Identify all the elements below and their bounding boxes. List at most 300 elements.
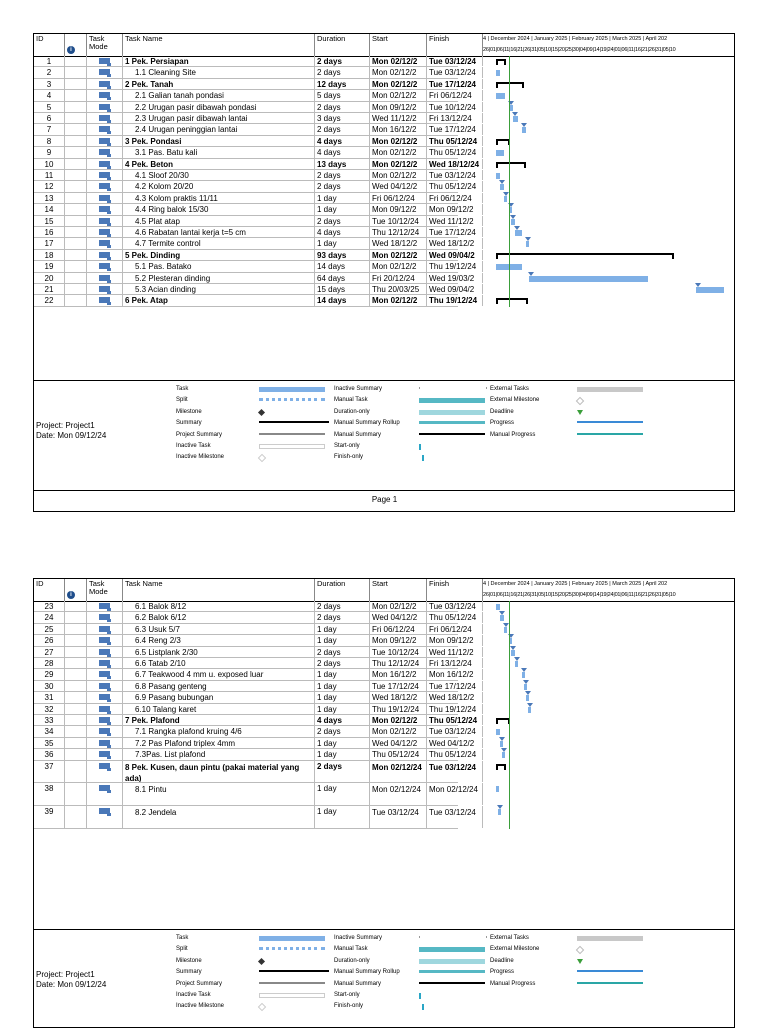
task-start: Mon 02/12/2: [370, 295, 427, 305]
task-duration: 64 days: [315, 273, 370, 283]
table-row[interactable]: [34, 113, 472, 124]
table-row[interactable]: [34, 704, 477, 715]
task-start: Mon 02/12/2: [370, 67, 427, 77]
info-cell: [65, 216, 87, 226]
info-cell: [65, 238, 87, 248]
task-name: 5.1 Pas. Batako: [123, 261, 315, 271]
task-mode-cell: [87, 193, 123, 203]
legend-swatch: [576, 397, 584, 405]
task-id: 1: [34, 56, 65, 66]
gantt-page-2: [33, 578, 735, 1028]
task-finish: Wed 19/03/2: [427, 273, 483, 283]
auto-scheduled-icon: [99, 149, 110, 155]
info-column-header: [65, 34, 87, 56]
info-cell: [65, 284, 87, 294]
legend-swatch: [259, 982, 325, 984]
info-cell: [65, 193, 87, 203]
timescale-months: 4 | December 2024 | January 2025 | February 2025 | March 2025 | April 202: [483, 36, 668, 42]
table-row[interactable]: [34, 761, 476, 784]
table-row[interactable]: [34, 273, 475, 284]
info-cell: [65, 647, 87, 657]
auto-scheduled-icon: [99, 785, 110, 791]
task-duration: 14 days: [315, 261, 370, 271]
info-cell: [65, 704, 87, 714]
task-duration: 4 days: [315, 227, 370, 237]
task-duration: 2 days: [315, 601, 370, 611]
col-id-header: ID: [34, 579, 65, 601]
task-bar[interactable]: [529, 276, 648, 282]
legend-swatch: [419, 970, 485, 973]
info-cell: [65, 726, 87, 736]
task-finish: Thu 05/12/24: [427, 715, 483, 725]
gantt-chart-page-2: [483, 579, 735, 929]
status-date-line: [509, 56, 510, 307]
gantt-page-1: [33, 33, 735, 512]
info-cell: [65, 635, 87, 645]
legend-label: Manual Summary: [334, 431, 382, 438]
info-cell: [65, 658, 87, 668]
task-start: Thu 05/12/24: [370, 749, 427, 759]
task-id: 12: [34, 181, 65, 191]
task-duration: 12 days: [315, 79, 370, 89]
auto-scheduled-icon: [99, 92, 110, 98]
task-id: 14: [34, 204, 65, 214]
task-start: Wed 04/12/2: [370, 738, 427, 748]
table-row[interactable]: [34, 738, 475, 749]
dependency-arrow: [501, 748, 507, 752]
task-start: Tue 10/12/24: [370, 647, 427, 657]
task-name: 3.1 Pas. Batu kali: [123, 147, 315, 157]
task-id: 32: [34, 704, 65, 714]
col-start-header: Start: [370, 34, 427, 56]
legend-swatch: [259, 433, 325, 435]
table-row[interactable]: [34, 170, 476, 181]
table-row[interactable]: [34, 216, 474, 227]
auto-scheduled-icon: [99, 751, 110, 757]
task-finish: Wed 11/12/2: [427, 216, 483, 226]
task-duration: 1 day: [315, 738, 370, 748]
page-number: Page 1: [371, 495, 398, 504]
task-id: 31: [34, 692, 65, 702]
task-finish: Tue 17/12/24: [427, 681, 483, 691]
info-cell: [65, 783, 87, 805]
task-id: 11: [34, 170, 65, 180]
task-bar[interactable]: [496, 173, 500, 179]
legend-label: Progress: [490, 420, 515, 427]
legend-label: Manual Summary Rollup: [334, 420, 400, 427]
task-id: 16: [34, 227, 65, 237]
dependency-arrow: [514, 226, 520, 230]
task-name: 4.3 Kolom praktis 11/11: [123, 193, 315, 203]
dependency-arrow: [503, 192, 509, 196]
legend-label: Finish-only: [334, 1003, 364, 1010]
task-finish: Tue 17/12/24: [427, 124, 483, 134]
task-id: 28: [34, 658, 65, 668]
task-name: 4.5 Plat atap: [123, 216, 315, 226]
task-finish: Thu 05/12/24: [427, 749, 483, 759]
auto-scheduled-icon: [99, 660, 110, 666]
dependency-arrow: [523, 680, 529, 684]
info-cell: [65, 90, 87, 100]
auto-scheduled-icon: [99, 126, 110, 132]
table-row[interactable]: [34, 261, 477, 272]
table-row[interactable]: [34, 67, 476, 78]
legend-panel: [34, 380, 735, 491]
summary-bar[interactable]: [496, 59, 506, 61]
col-name-header: Task Name: [123, 579, 315, 601]
table-row[interactable]: [34, 658, 472, 669]
task-bar[interactable]: [522, 672, 525, 678]
auto-scheduled-icon: [99, 252, 110, 258]
legend-swatch: [258, 454, 266, 462]
task-bar[interactable]: [496, 786, 499, 792]
task-duration: 4 days: [315, 715, 370, 725]
info-cell: [65, 56, 87, 66]
legend-label: Project Summary: [176, 431, 223, 438]
task-start: Mon 02/12/2: [370, 136, 427, 146]
legend-label: Inactive Summary: [334, 386, 383, 392]
table-row[interactable]: [34, 159, 480, 170]
info-cell: [65, 806, 87, 828]
dependency-arrow: [525, 237, 531, 241]
task-name: 6.7 Teakwood 4 mm u. exposed luar: [123, 669, 315, 679]
legend-label: Progress: [490, 969, 515, 976]
table-row[interactable]: [34, 783, 478, 806]
task-start: Wed 04/12/2: [370, 612, 427, 622]
legend-swatch: [259, 970, 329, 972]
info-cell: [65, 79, 87, 89]
task-mode-cell: [87, 170, 123, 180]
task-finish: Tue 03/12/24: [427, 726, 483, 736]
task-finish: Fri 06/12/24: [427, 90, 483, 100]
task-name: 8 Pek. Kusen, daun pintu (pakai material yang ada): [123, 761, 315, 783]
info-icon: i: [67, 46, 75, 54]
task-start: Mon 02/12/2: [370, 250, 427, 260]
task-finish: Thu 05/12/24: [427, 181, 483, 191]
task-duration: 1 day: [315, 681, 370, 691]
task-id: 27: [34, 647, 65, 657]
task-start: Tue 17/12/24: [370, 681, 427, 691]
legend-label: External Milestone: [490, 946, 540, 953]
task-finish: Tue 03/12/24: [427, 806, 483, 828]
summary-bar[interactable]: [496, 162, 526, 164]
task-id: 37: [34, 761, 65, 783]
task-finish: Tue 03/12/24: [427, 761, 483, 783]
legend-swatch: [577, 982, 643, 984]
task-finish: Fri 13/12/24: [427, 113, 483, 123]
task-finish: Thu 05/12/24: [427, 612, 483, 622]
project-name: Project: Project1: [36, 421, 95, 430]
task-duration: 93 days: [315, 250, 370, 260]
task-mode-cell: [87, 635, 123, 645]
table-row[interactable]: [34, 79, 476, 90]
task-id: 15: [34, 216, 65, 226]
info-cell: [65, 669, 87, 679]
dependency-arrow: [503, 623, 509, 627]
legend-label: Inactive Task: [176, 443, 211, 449]
table-row[interactable]: [34, 193, 472, 204]
task-start: Wed 04/12/2: [370, 181, 427, 191]
task-start: Mon 02/12/2: [370, 170, 427, 180]
table-row[interactable]: [34, 601, 476, 612]
auto-scheduled-icon: [99, 69, 110, 75]
table-row[interactable]: [34, 647, 474, 658]
auto-scheduled-icon: [99, 740, 110, 746]
task-name: 6 Pek. Atap: [123, 295, 315, 305]
info-cell: [65, 102, 87, 112]
legend-label: Split: [176, 946, 188, 953]
task-bar[interactable]: [496, 150, 503, 156]
task-start: Fri 06/12/24: [370, 624, 427, 634]
task-start: Mon 16/12/2: [370, 124, 427, 134]
col-finish-header: Finish: [427, 579, 483, 601]
table-row[interactable]: [34, 715, 478, 726]
task-bar[interactable]: [500, 741, 503, 747]
task-name: 7.2 Pas Plafond triplex 4mm: [123, 738, 315, 748]
task-start: Mon 09/12/2: [370, 102, 427, 112]
task-name: 6.2 Balok 6/12: [123, 612, 315, 622]
task-name: 2.1 Galian tanah pondasi: [123, 90, 315, 100]
task-finish: Fri 13/12/24: [427, 658, 483, 668]
table-row[interactable]: [34, 181, 477, 192]
auto-scheduled-icon: [99, 728, 110, 734]
task-bar[interactable]: [504, 196, 507, 202]
legend-label: External Tasks: [490, 935, 529, 941]
legend-label: Inactive Milestone: [176, 1003, 225, 1010]
task-duration: 2 days: [315, 67, 370, 77]
legend-label: Milestone: [176, 957, 202, 964]
task-mode-cell: [87, 738, 123, 748]
auto-scheduled-icon: [99, 172, 110, 178]
auto-scheduled-icon: [99, 183, 110, 189]
task-mode-cell: [87, 704, 123, 714]
summary-bar[interactable]: [496, 139, 509, 141]
table-row[interactable]: [34, 250, 475, 261]
task-mode-cell: [87, 284, 123, 294]
task-bar[interactable]: [496, 604, 500, 610]
task-bar[interactable]: [524, 684, 527, 690]
info-cell: [65, 612, 87, 622]
task-start: Mon 02/12/2: [370, 715, 427, 725]
task-mode-cell: [87, 261, 123, 271]
task-name: 1.1 Cleaning Site: [123, 67, 315, 77]
table-row[interactable]: [34, 284, 475, 295]
task-bar[interactable]: [696, 287, 724, 293]
auto-scheduled-icon: [99, 161, 110, 167]
table-row[interactable]: [34, 227, 476, 238]
task-bar[interactable]: [496, 93, 505, 99]
task-bar[interactable]: [515, 661, 519, 667]
dependency-arrow: [695, 283, 701, 287]
legend-swatch: [419, 959, 485, 964]
table-row[interactable]: [34, 806, 476, 829]
dependency-arrow: [527, 703, 533, 707]
table-row[interactable]: [34, 147, 477, 158]
task-id: 24: [34, 612, 65, 622]
info-cell: [65, 761, 87, 783]
project-date: Date: Mon 09/12/24: [36, 980, 107, 989]
task-name: 2.2 Urugan pasir dibawah pondasi: [123, 102, 315, 112]
task-id: 2: [34, 67, 65, 77]
task-duration: 1 day: [315, 238, 370, 248]
task-start: Tue 10/12/24: [370, 216, 427, 226]
table-row[interactable]: [34, 635, 474, 646]
task-start: Tue 03/12/24: [370, 806, 427, 828]
task-id: 35: [34, 738, 65, 748]
task-mode-cell: [87, 216, 123, 226]
task-name: 6.9 Pasang bubungan: [123, 692, 315, 702]
summary-bar[interactable]: [496, 82, 524, 84]
task-bar[interactable]: [511, 219, 515, 225]
col-name-header: Task Name: [123, 34, 315, 56]
task-finish: Mon 02/12/24: [427, 783, 483, 805]
summary-bar[interactable]: [496, 298, 528, 300]
gantt-chart-page-1: [483, 34, 735, 379]
table-row[interactable]: [34, 124, 476, 135]
task-mode-cell: [87, 669, 123, 679]
task-bar[interactable]: [502, 752, 505, 758]
legend-swatch: [419, 936, 487, 938]
task-mode-cell: [87, 624, 123, 634]
auto-scheduled-icon: [99, 286, 110, 292]
auto-scheduled-icon: [99, 637, 110, 643]
task-bar[interactable]: [500, 184, 504, 190]
project-name: Project: Project1: [36, 970, 95, 979]
table-row[interactable]: [34, 136, 478, 147]
table-row[interactable]: [34, 692, 475, 703]
table-row[interactable]: [34, 90, 472, 101]
auto-scheduled-icon: [99, 603, 110, 609]
table-row[interactable]: [34, 681, 476, 692]
task-finish: Fri 06/12/24: [427, 193, 483, 203]
task-bar[interactable]: [526, 241, 529, 247]
task-bar[interactable]: [515, 230, 522, 236]
project-info: [36, 421, 106, 441]
summary-bar[interactable]: [496, 764, 506, 766]
table-row[interactable]: [34, 238, 475, 249]
task-name: 3 Pek. Pondasi: [123, 136, 315, 146]
task-name: 4.2 Kolom 20/20: [123, 181, 315, 191]
auto-scheduled-icon: [99, 706, 110, 712]
task-finish: Wed 09/04/2: [427, 250, 483, 260]
task-mode-cell: [87, 681, 123, 691]
task-bar[interactable]: [498, 809, 501, 815]
auto-scheduled-icon: [99, 683, 110, 689]
task-mode-cell: [87, 102, 123, 112]
task-finish: Thu 19/12/24: [427, 704, 483, 714]
legend-swatch: [258, 409, 265, 416]
info-cell: [65, 273, 87, 283]
dependency-arrow: [510, 646, 516, 650]
task-bar[interactable]: [496, 729, 500, 735]
legend-label: Manual Task: [334, 397, 368, 404]
timescale-days: 26|01|06|11|16|21|26|31|05|10|15|20|25|30|04|09|14|19|24|01|06|11|16|21|26|31|05|10: [483, 592, 676, 598]
task-bar[interactable]: [526, 695, 529, 701]
task-mode-cell: [87, 113, 123, 123]
summary-bar[interactable]: [496, 253, 674, 255]
task-bar[interactable]: [511, 650, 515, 656]
task-bar[interactable]: [504, 627, 507, 633]
legend-label: Inactive Summary: [334, 935, 383, 941]
info-cell: [65, 261, 87, 271]
dependency-arrow: [512, 112, 518, 116]
legend-swatch: [259, 444, 325, 449]
legend-swatch: [419, 398, 485, 403]
status-date-line: [509, 601, 510, 829]
table-row[interactable]: [34, 726, 476, 737]
task-finish: Thu 19/12/24: [427, 261, 483, 271]
legend-label: Duration-only: [334, 408, 370, 415]
task-duration: 13 days: [315, 159, 370, 169]
table-row[interactable]: [34, 102, 476, 113]
task-name: 8.1 Pintu: [123, 783, 315, 805]
dependency-arrow: [510, 215, 516, 219]
auto-scheduled-icon: [99, 614, 110, 620]
task-finish: Mon 09/12/2: [427, 635, 483, 645]
task-name: 1 Pek. Persiapan: [123, 56, 315, 66]
task-start: Mon 09/12/2: [370, 204, 427, 214]
task-mode-cell: [87, 136, 123, 146]
task-id: 13: [34, 193, 65, 203]
task-bar[interactable]: [500, 615, 504, 621]
task-id: 23: [34, 601, 65, 611]
table-row[interactable]: [34, 204, 474, 215]
task-bar[interactable]: [522, 127, 526, 133]
task-mode-cell: [87, 56, 123, 66]
table-row[interactable]: [34, 669, 474, 680]
task-start: Thu 20/03/25: [370, 284, 427, 294]
table-row[interactable]: [34, 624, 472, 635]
task-start: Mon 02/12/2: [370, 147, 427, 157]
task-bar[interactable]: [513, 116, 519, 122]
task-bar[interactable]: [496, 70, 500, 76]
table-row[interactable]: [34, 295, 478, 306]
legend-label: Inactive Task: [176, 992, 211, 998]
legend-swatch: [259, 421, 329, 423]
task-start: Wed 11/12/2: [370, 113, 427, 123]
task-name: 5.2 Plesteran dinding: [123, 273, 315, 283]
info-icon: i: [67, 591, 75, 599]
auto-scheduled-icon: [99, 218, 110, 224]
task-mode-cell: [87, 658, 123, 668]
legend-panel: [34, 929, 735, 1030]
task-finish: Thu 05/12/24: [427, 147, 483, 157]
auto-scheduled-icon: [99, 297, 110, 303]
legend-label: Duration-only: [334, 957, 370, 964]
table-row[interactable]: [34, 56, 476, 67]
task-id: 3: [34, 79, 65, 89]
legend-label: Project Summary: [176, 980, 223, 987]
task-finish: Tue 03/12/24: [427, 67, 483, 77]
table-row[interactable]: [34, 749, 477, 760]
project-info: [36, 970, 106, 990]
task-duration: 1 day: [315, 692, 370, 702]
task-finish: Wed 11/12/2: [427, 647, 483, 657]
timescale-days: 26|01|06|11|16|21|26|31|05|10|15|20|25|30|04|09|14|19|24|01|06|11|16|21|26|31|05|10: [483, 47, 676, 53]
task-finish: Fri 06/12/24: [427, 624, 483, 634]
table-row[interactable]: [34, 612, 477, 623]
info-cell: [65, 159, 87, 169]
task-bar[interactable]: [528, 707, 531, 713]
auto-scheduled-icon: [99, 694, 110, 700]
summary-bar[interactable]: [496, 718, 509, 720]
task-finish: Tue 03/12/24: [427, 170, 483, 180]
task-duration: 2 days: [315, 102, 370, 112]
task-name: 7.3Pas. List plafond: [123, 749, 315, 759]
task-id: 20: [34, 273, 65, 283]
task-duration: 1 day: [315, 704, 370, 714]
auto-scheduled-icon: [99, 195, 110, 201]
